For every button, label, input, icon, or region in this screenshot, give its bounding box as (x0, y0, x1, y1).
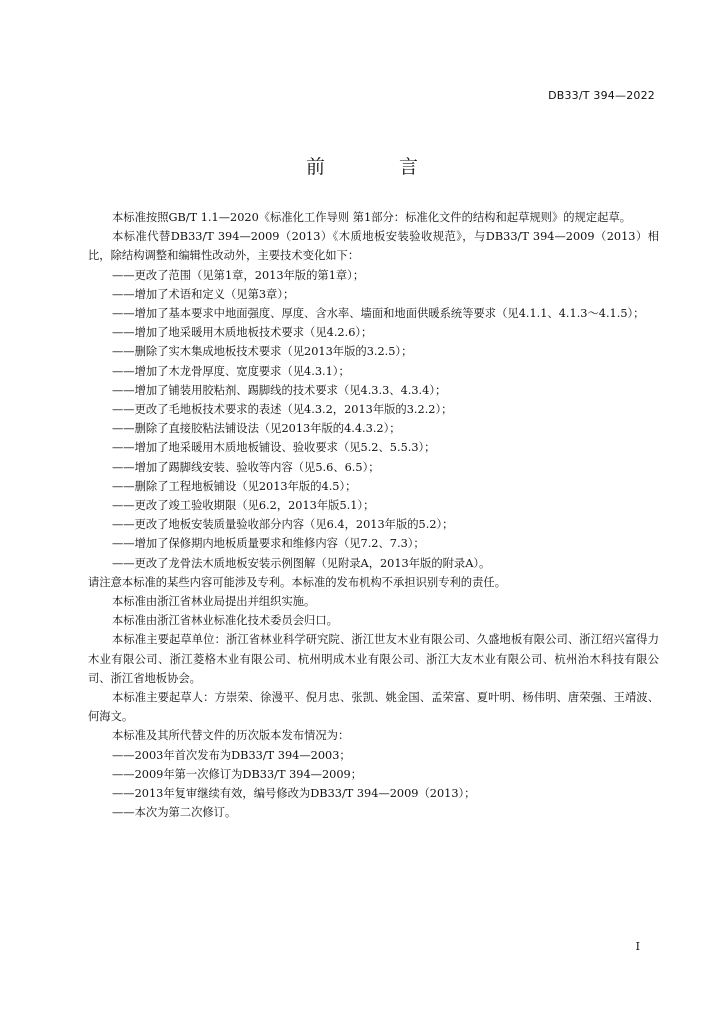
change-item: ——更改了范围（见第1章，2013年版的第1章）； (112, 268, 365, 282)
patent-notice: 请注意本标准的某些内容可能涉及专利。本标准的发布机构不承担识别专利的责任。 (88, 575, 506, 589)
change-item: ——增加了木龙骨厚度、宽度要求（见4.3.1）； (112, 364, 350, 378)
history-list (88, 746, 659, 823)
document-code: DB33/T 394—2022 (548, 89, 655, 102)
change-item: ——更改了龙骨法木质地板安装示例图解（见附录A，2013年版的附录A）。 (112, 556, 491, 570)
paragraph-drafting-units: 本标准主要起草单位：浙江省林业科学研究院、浙江世友木业有限公司、久盛地板有限公司、浙江绍兴富得力木业有限公司、浙江菱格木业有限公司、杭州明成木业有限公司、浙江大友木业有限公司、杭州治木科技有限公司、浙江省地板协会。 (88, 633, 659, 685)
history-item: ——本次为第二次修订。 (112, 806, 237, 820)
change-item: ——增加了踢脚线安装、验收等内容（见5.6、6.5）； (112, 460, 380, 474)
change-item: ——增加了地采暖用木质地板铺设、验收要求（见5.2、5.5.3）； (112, 441, 436, 455)
change-item: ——增加了基本要求中地面强度、厚度、含水率、墙面和地面供暖系统等要求（见4.1.1、4.1.3～4.1.5）； (112, 307, 645, 321)
page-title: 前 言 (305, 156, 453, 178)
paragraph-drafting-rule: 本标准按照GB/T 1.1—2020《标准化工作导则 第1部分：标准化文件的结构和起草规则》的规定起草。 (112, 211, 632, 224)
change-item: ——删除了实木集成地板技术要求（见2013年版的3.2.5）； (112, 345, 413, 359)
foreword-body (88, 208, 659, 823)
history-item: ——2003年首次发布为DB33/T 394—2003； (112, 748, 351, 762)
change-item: ——增加了地采暖用木质地板技术要求（见4.2.6）； (112, 326, 373, 340)
change-list (88, 266, 659, 573)
paragraph-committee: 本标准由浙江省林业标准化技术委员会归口。 (112, 614, 338, 628)
paragraph-history-intro: 本标准及其所代替文件的历次版本发布情况为： (112, 729, 350, 743)
change-item: ——更改了地板安装质量验收部分内容（见6.4，2013年版的5.2）； (112, 518, 454, 532)
change-item: ——更改了毛地板技术要求的表述（见4.3.2，2013年版的3.2.2）； (112, 403, 453, 417)
change-item: ——增加了铺装用胶粘剂、踢脚线的技术要求（见4.3.3、4.3.4）； (112, 383, 447, 397)
paragraph-proposer: 本标准由浙江省林业局提出并组织实施。 (112, 595, 316, 609)
change-item: ——更改了竣工验收期限（见6.2，2013年版5.1）； (112, 499, 375, 513)
change-item: ——增加了保修期内地板质量要求和维修内容（见7.2、7.3）； (112, 537, 425, 551)
paragraph-drafters: 本标准主要起草人：方崇荣、徐漫平、倪月忠、张凯、姚金国、孟荣富、夏叶明、杨伟明、唐荣强、王靖波、何海文。 (88, 691, 659, 724)
change-item: ——增加了术语和定义（见第3章）； (112, 287, 295, 301)
change-item: ——删除了直接胶粘法铺设法（见2013年版的4.4.3.2）； (112, 422, 401, 436)
history-item: ——2009年第一次修订为DB33/T 394—2009； (112, 767, 362, 781)
page-number: I (635, 940, 640, 953)
history-item: ——2013年复审继续有效，编号修改为DB33/T 394—2009（2013）； (112, 787, 476, 801)
change-item: ——删除了工程地板铺设（见2013年版的4.5）； (112, 479, 357, 493)
paragraph-replacement: 本标准代替DB33/T 394—2009（2013）《木质地板安装验收规范》，与DB33/T 394—2009（2013）相比，除结构调整和编辑性改动外，主要技术变化如下： (88, 230, 659, 263)
